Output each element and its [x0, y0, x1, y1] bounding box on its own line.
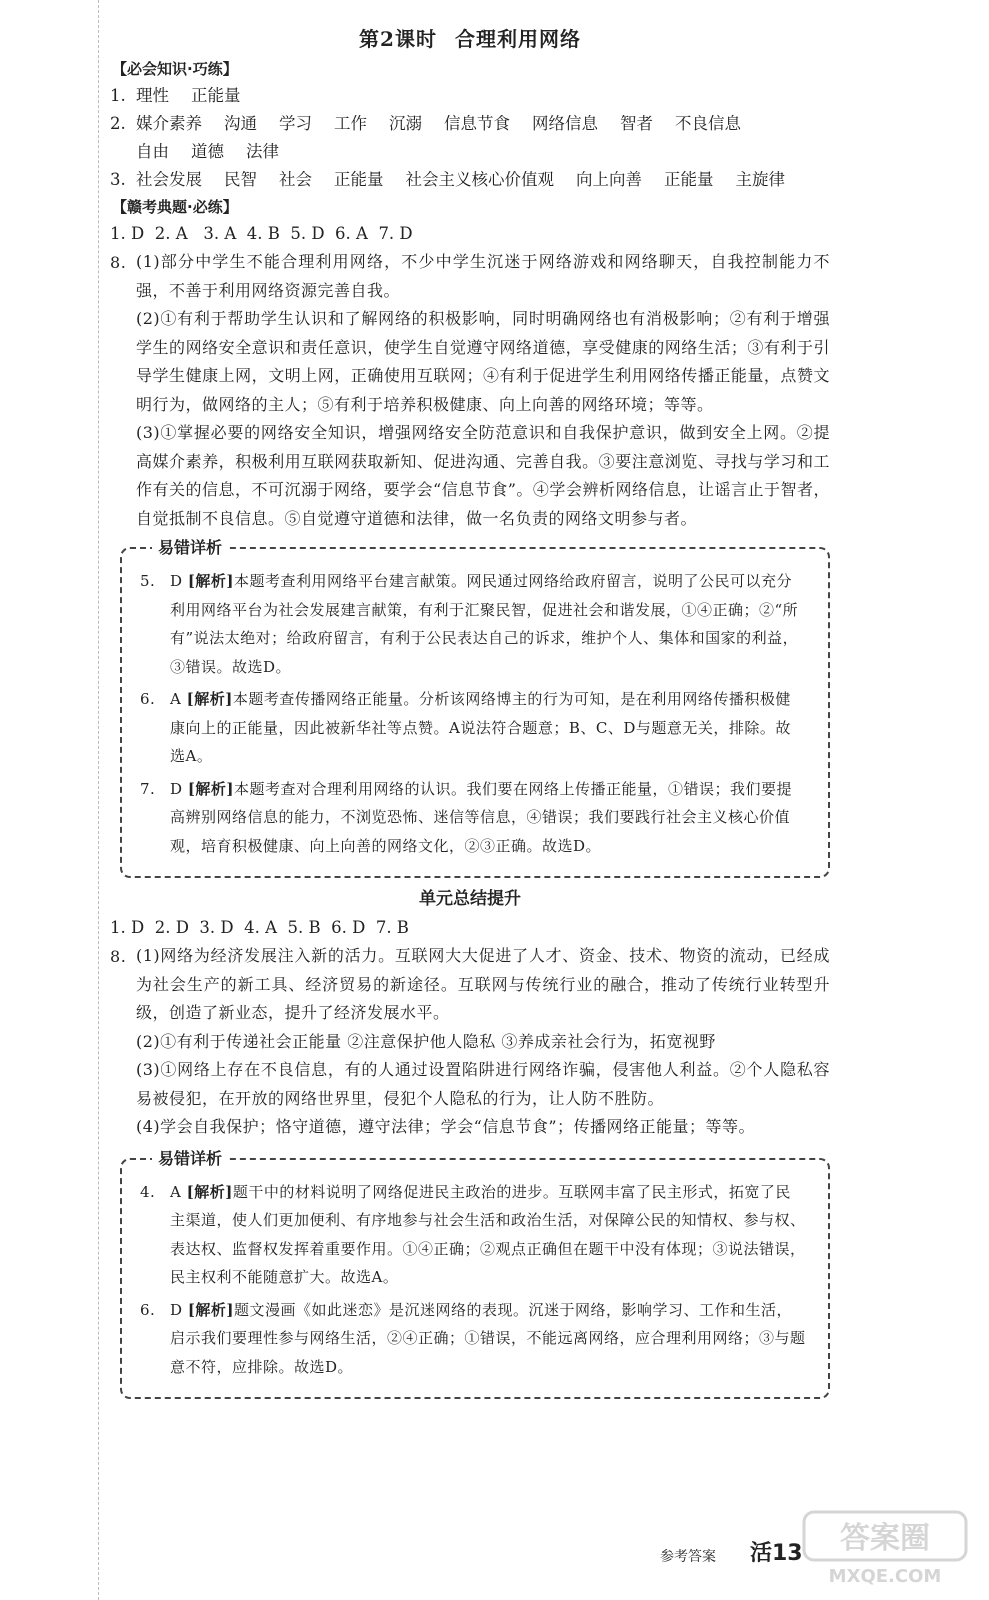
note-number: 7. — [140, 779, 156, 798]
answer-paragraph: (3)①掌握必要的网络安全知识，增强网络安全防范意识和自我保护意识，做到安全上网。②提高媒介素养，积极利用互联网获取新知、促进沟通、完善自我。③要注意浏览、寻找与学习和工作有关的信息，不可沉溺于网络，要学会“信息节食”。④学会辨析网络信息，让谣言止于智者，自觉抵制不良信息。⑤自觉遵守道德和法律，做一名负责的网络文明参与者。 — [136, 423, 830, 528]
error-note — [140, 1178, 806, 1292]
answer-words — [136, 166, 807, 194]
answer-item — [110, 166, 830, 194]
note-answer: A — [170, 690, 182, 708]
footer-reference-label: 参考答案 — [660, 1549, 716, 1565]
answer-word: 工作 — [334, 114, 367, 133]
answer-paragraph: (4)学会自我保护；恪守道德，遵守法律；学会“信息节食”；传播网络正能量；等等。 — [136, 1117, 756, 1136]
unit-mc-answers: 1. D 2. D 3. D 4. A 5. B 6. D 7. B — [110, 918, 409, 937]
section-label-must-know: 【必会知识·巧练】 — [112, 60, 238, 78]
answer-item — [110, 110, 830, 138]
answer-word: 不良信息 — [675, 114, 741, 133]
question-number: 8. — [110, 253, 127, 272]
note-answer: D — [170, 1300, 183, 1319]
answer-item — [110, 82, 830, 110]
note-number: 6. — [140, 1300, 156, 1319]
note-text: 本题考查利用网络平台建言献策。网民通过网络给政府留言，说明了公民可以充分利用网络平台为社会发展建言献策，有利于汇聚民智，促进社会和谐发展，①④正确；②“所有”说法太绝对；给政府留言，有利于公民表达自己的诉求，维护个人、集体和国家的利益，③错误。故选D。 — [170, 572, 799, 676]
note-number: 5. — [140, 572, 156, 590]
note-text: 本题考查传播网络正能量。分析该网络博主的行为可知，是在利用网络传播积极健康向上的正能量，因此被新华社等点赞。A说法符合题意；B、C、D与题意无关，排除。故选A。 — [170, 690, 791, 765]
answer-word: 民智 — [224, 170, 257, 189]
note-answer: D — [170, 779, 183, 798]
unit-question-8 — [110, 942, 830, 1142]
analysis-tag: [解析] — [186, 1182, 233, 1201]
answer-word: 信息节食 — [444, 114, 510, 133]
answer-words — [136, 110, 763, 138]
answer-word: 向上向善 — [576, 170, 642, 189]
note-body — [170, 685, 806, 771]
note-body — [170, 1178, 806, 1292]
answer-word: 智者 — [620, 114, 653, 133]
item-number: 3. — [110, 170, 126, 189]
error-notes — [140, 567, 806, 860]
answer-word: 理性 — [136, 86, 169, 105]
box-title: 易错详析 — [152, 1146, 228, 1169]
note-number: 6. — [140, 690, 156, 708]
note-body — [170, 1296, 806, 1382]
must-know-answers — [110, 82, 830, 194]
error-note — [140, 567, 806, 681]
answer-word: 社会主义核心价值观 — [405, 170, 554, 189]
answer-word: 沉溺 — [389, 114, 422, 133]
error-analysis-box-1 — [120, 538, 830, 878]
watermark-url: MXQE.COM — [828, 1566, 942, 1587]
question-8 — [110, 248, 830, 533]
answer-paragraph: (2)①有利于帮助学生认识和了解网络的积极影响，同时明确网络也有消极影响；②有利于增强学生的网络安全意识和责任意识，使学生自觉遵守网络道德，享受健康的网络生活；③有利于引导学生健康上网，文明上网，正确使用互联网；④有利于促进学生利用网络传播正能量，点赞文明行为，做网络的主人；⑤有利于培养积极健康、向上向善的网络环境；等等。 — [136, 309, 830, 414]
answer-word: 道德 — [191, 142, 224, 161]
error-note — [140, 685, 806, 771]
analysis-tag: [解析] — [187, 779, 235, 798]
error-note — [140, 775, 806, 861]
page-number: 活13 — [750, 1541, 803, 1566]
answer-paragraph: (2)①有利于传递社会正能量 ②注意保护他人隐私 ③养成亲社会行为，拓宽视野 — [136, 1031, 716, 1051]
answer-paragraph: (3)①网络上存在不良信息，有的人通过设置陷阱进行网络诈骗，侵害他人利益。②个人隐私容易被侵犯，在开放的网络世界里，侵犯个人隐私的行为，让人防不胜防。 — [136, 1060, 830, 1108]
answer-word: 正能量 — [191, 86, 241, 105]
answer-words — [136, 82, 263, 110]
note-number: 4. — [140, 1182, 156, 1201]
answer-word: 学习 — [279, 114, 312, 133]
note-answer: A — [170, 1182, 182, 1201]
analysis-tag: [解析] — [187, 1300, 235, 1319]
box-title: 易错详析 — [152, 535, 228, 558]
analysis-tag: [解析] — [186, 690, 233, 708]
note-text: 题干中的材料说明了网络促进民主政治的进步。互联网丰富了民主形式，拓宽了民主渠道，使人们更加便利、有序地参与社会生活和政治生活，对保障公民的知情权、参与权、表达权、监督权发挥着重要作用。①④正确；②观点正确但在题干中没有体现；③说法错误，民主权利不能随意扩大。故选A。 — [170, 1182, 806, 1286]
note-body — [170, 775, 806, 861]
answer-word: 社会 — [279, 170, 312, 189]
answer-word: 正能量 — [334, 170, 384, 189]
note-answer: D — [170, 572, 183, 590]
answer-word: 沟通 — [224, 114, 257, 133]
answer-word: 法律 — [246, 142, 279, 161]
binding-margin-line — [98, 0, 100, 1600]
lesson-name: 合理利用网络 — [454, 27, 581, 51]
error-note — [140, 1296, 806, 1382]
question-number: 8. — [110, 947, 127, 966]
note-body — [170, 567, 806, 681]
watermark-logo — [800, 1508, 970, 1588]
answer-word: 网络信息 — [532, 114, 598, 133]
section-label-classic: 【赣考典题·必练】 — [112, 198, 238, 216]
analysis-tag: [解析] — [187, 572, 235, 590]
mc-answers: 1. D 2. A 3. A 4. B 5. D 6. A 7. D — [110, 224, 413, 243]
answer-word: 正能量 — [664, 170, 714, 189]
answer-word: 自由 — [136, 142, 169, 161]
note-text: 题文漫画《如此迷恋》是沉迷网络的表现。沉迷于网络，影响学习、工作和生活，启示我们要理性参与网络生活，②④正确；①错误，不能远离网络，应合理利用网络；③与题意不符，应排除。故选D。 — [170, 1300, 806, 1376]
lesson-number: 第2课时 — [359, 27, 437, 51]
lesson-title — [110, 22, 830, 56]
answer-words-continued — [110, 138, 830, 166]
unit-summary-title: 单元总结提升 — [419, 889, 521, 909]
error-notes — [140, 1178, 806, 1382]
item-number: 1. — [110, 86, 126, 105]
answer-paragraph: (1)部分中学生不能合理利用网络，不少中学生沉迷于网络游戏和网络聊天，自我控制能力不强，不善于利用网络资源完善自我。 — [136, 252, 830, 300]
answer-word: 社会发展 — [136, 170, 202, 189]
answer-word: 主旋律 — [735, 170, 785, 189]
question-8-answers — [136, 248, 830, 533]
answer-paragraph: (1)网络为经济发展注入新的活力。互联网大大促进了人才、资金、技术、物资的流动，已经成为社会生产的新工具、经济贸易的新途径。互联网与传统行业的融合，推动了传统行业转型升级，创造了新业态，提升了经济发展水平。 — [136, 946, 830, 1022]
error-analysis-box-2 — [120, 1148, 830, 1400]
answer-page — [110, 22, 830, 1399]
answer-word: 媒介素养 — [136, 114, 202, 133]
unit-question-8-answers — [136, 942, 830, 1142]
item-number: 2. — [110, 114, 126, 133]
watermark-text: 答案圈 — [840, 1521, 930, 1556]
note-text: 本题考查对合理利用网络的认识。我们要在网络上传播正能量，①错误；我们要提高辨别网络信息的能力，不浏览恐怖、迷信等信息，④错误；我们要践行社会主义核心价值观，培育积极健康、向上向善的网络文化，②③正确。故选D。 — [170, 779, 793, 855]
